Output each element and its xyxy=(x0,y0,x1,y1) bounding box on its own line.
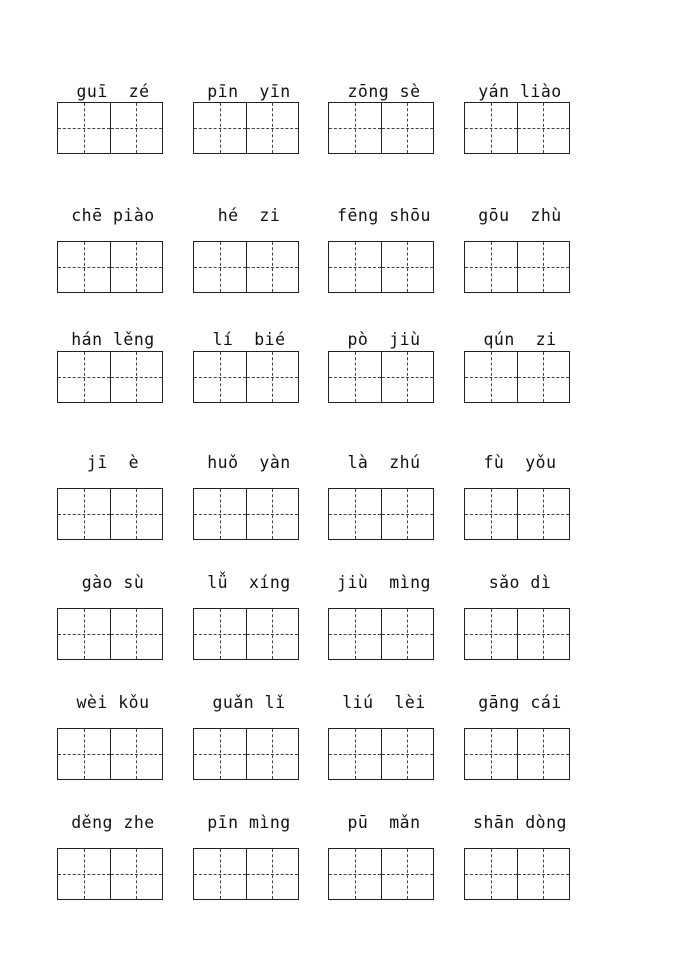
writing-box[interactable] xyxy=(464,488,570,540)
pinyin-label: děng zhe xyxy=(71,813,155,832)
tian-grid-square[interactable] xyxy=(381,729,434,779)
pinyin-label: wèi kǒu xyxy=(76,693,150,712)
pinyin-label: pīn mìng xyxy=(207,813,291,832)
tian-grid-square[interactable] xyxy=(329,729,381,779)
pinyin-label: zōng sè xyxy=(347,82,421,101)
pinyin-label: guǎn lǐ xyxy=(212,693,286,712)
tian-grid-square[interactable] xyxy=(517,849,570,899)
tian-grid-square[interactable] xyxy=(381,849,434,899)
writing-box[interactable] xyxy=(464,102,570,154)
writing-box[interactable] xyxy=(464,728,570,780)
tian-grid-square[interactable] xyxy=(246,352,299,402)
writing-box[interactable] xyxy=(328,608,434,660)
tian-grid-square[interactable] xyxy=(517,609,570,659)
tian-grid-square[interactable] xyxy=(329,489,381,539)
tian-grid-square[interactable] xyxy=(329,242,381,292)
tian-grid-square[interactable] xyxy=(465,609,517,659)
writing-box[interactable] xyxy=(328,728,434,780)
tian-grid-square[interactable] xyxy=(58,103,110,153)
tian-grid-square[interactable] xyxy=(58,729,110,779)
pinyin-label: pū mǎn xyxy=(347,813,421,832)
tian-grid-square[interactable] xyxy=(58,489,110,539)
tian-grid-square[interactable] xyxy=(329,849,381,899)
tian-grid-square[interactable] xyxy=(110,352,163,402)
tian-grid-square[interactable] xyxy=(381,352,434,402)
tian-grid-square[interactable] xyxy=(465,489,517,539)
writing-box[interactable] xyxy=(57,728,163,780)
writing-box[interactable] xyxy=(57,608,163,660)
pinyin-label: huǒ yàn xyxy=(207,453,291,472)
pinyin-label: lǚ xíng xyxy=(207,573,291,592)
tian-grid-square[interactable] xyxy=(465,849,517,899)
pinyin-label: lí bié xyxy=(212,330,286,349)
pinyin-label: shān dòng xyxy=(473,813,567,832)
tian-grid-square[interactable] xyxy=(194,242,246,292)
tian-grid-square[interactable] xyxy=(381,609,434,659)
pinyin-label: fù yǒu xyxy=(483,453,557,472)
writing-box[interactable] xyxy=(328,102,434,154)
tian-grid-square[interactable] xyxy=(465,242,517,292)
writing-box[interactable] xyxy=(328,488,434,540)
writing-box[interactable] xyxy=(57,241,163,293)
pinyin-label: liú lèi xyxy=(342,693,426,712)
tian-grid-square[interactable] xyxy=(110,609,163,659)
tian-grid-square[interactable] xyxy=(110,489,163,539)
writing-box[interactable] xyxy=(57,848,163,900)
tian-grid-square[interactable] xyxy=(329,103,381,153)
writing-box[interactable] xyxy=(193,608,299,660)
tian-grid-square[interactable] xyxy=(194,352,246,402)
writing-box[interactable] xyxy=(464,848,570,900)
tian-grid-square[interactable] xyxy=(329,609,381,659)
pinyin-label: gōu zhù xyxy=(478,206,562,225)
tian-grid-square[interactable] xyxy=(381,242,434,292)
writing-box[interactable] xyxy=(193,728,299,780)
pinyin-label: qún zi xyxy=(483,330,557,349)
tian-grid-square[interactable] xyxy=(194,609,246,659)
pinyin-label: gāng cái xyxy=(478,693,562,712)
pinyin-label: yán liào xyxy=(478,82,562,101)
pinyin-label: guī zé xyxy=(76,82,150,101)
tian-grid-square[interactable] xyxy=(517,729,570,779)
tian-grid-square[interactable] xyxy=(246,729,299,779)
writing-box[interactable] xyxy=(464,351,570,403)
writing-box[interactable] xyxy=(57,102,163,154)
pinyin-label: chē piào xyxy=(71,206,155,225)
pinyin-label: gào sù xyxy=(81,573,145,592)
tian-grid-square[interactable] xyxy=(110,729,163,779)
tian-grid-square[interactable] xyxy=(465,352,517,402)
tian-grid-square[interactable] xyxy=(194,103,246,153)
tian-grid-square[interactable] xyxy=(329,352,381,402)
writing-box[interactable] xyxy=(464,241,570,293)
writing-box[interactable] xyxy=(193,351,299,403)
pinyin-label: jiù mìng xyxy=(337,573,431,592)
tian-grid-square[interactable] xyxy=(194,489,246,539)
tian-grid-square[interactable] xyxy=(110,242,163,292)
writing-box[interactable] xyxy=(57,351,163,403)
tian-grid-square[interactable] xyxy=(58,352,110,402)
tian-grid-square[interactable] xyxy=(110,103,163,153)
pinyin-label: jī è xyxy=(86,453,140,472)
writing-box[interactable] xyxy=(328,351,434,403)
tian-grid-square[interactable] xyxy=(246,609,299,659)
tian-grid-square[interactable] xyxy=(465,729,517,779)
tian-grid-square[interactable] xyxy=(381,489,434,539)
writing-box[interactable] xyxy=(193,102,299,154)
writing-box[interactable] xyxy=(193,848,299,900)
pinyin-label: hán lěng xyxy=(71,330,155,349)
tian-grid-square[interactable] xyxy=(246,489,299,539)
tian-grid-square[interactable] xyxy=(246,103,299,153)
tian-grid-square[interactable] xyxy=(58,849,110,899)
pinyin-label: hé zi xyxy=(217,206,281,225)
pinyin-label: fēng shōu xyxy=(337,206,431,225)
writing-box[interactable] xyxy=(328,848,434,900)
pinyin-label: là zhú xyxy=(347,453,421,472)
pinyin-label: sǎo dì xyxy=(488,573,552,592)
tian-grid-square[interactable] xyxy=(194,729,246,779)
tian-grid-square[interactable] xyxy=(246,242,299,292)
tian-grid-square[interactable] xyxy=(517,103,570,153)
tian-grid-square[interactable] xyxy=(381,103,434,153)
tian-grid-square[interactable] xyxy=(194,849,246,899)
tian-grid-square[interactable] xyxy=(58,242,110,292)
tian-grid-square[interactable] xyxy=(58,609,110,659)
tian-grid-square[interactable] xyxy=(517,242,570,292)
pinyin-label: pīn yīn xyxy=(207,82,291,101)
tian-grid-square[interactable] xyxy=(246,849,299,899)
tian-grid-square[interactable] xyxy=(517,352,570,402)
writing-box[interactable] xyxy=(193,241,299,293)
pinyin-label: pò jiù xyxy=(347,330,421,349)
writing-box[interactable] xyxy=(57,488,163,540)
writing-box[interactable] xyxy=(193,488,299,540)
tian-grid-square[interactable] xyxy=(110,849,163,899)
writing-box[interactable] xyxy=(464,608,570,660)
writing-box[interactable] xyxy=(328,241,434,293)
tian-grid-square[interactable] xyxy=(465,103,517,153)
tian-grid-square[interactable] xyxy=(517,489,570,539)
